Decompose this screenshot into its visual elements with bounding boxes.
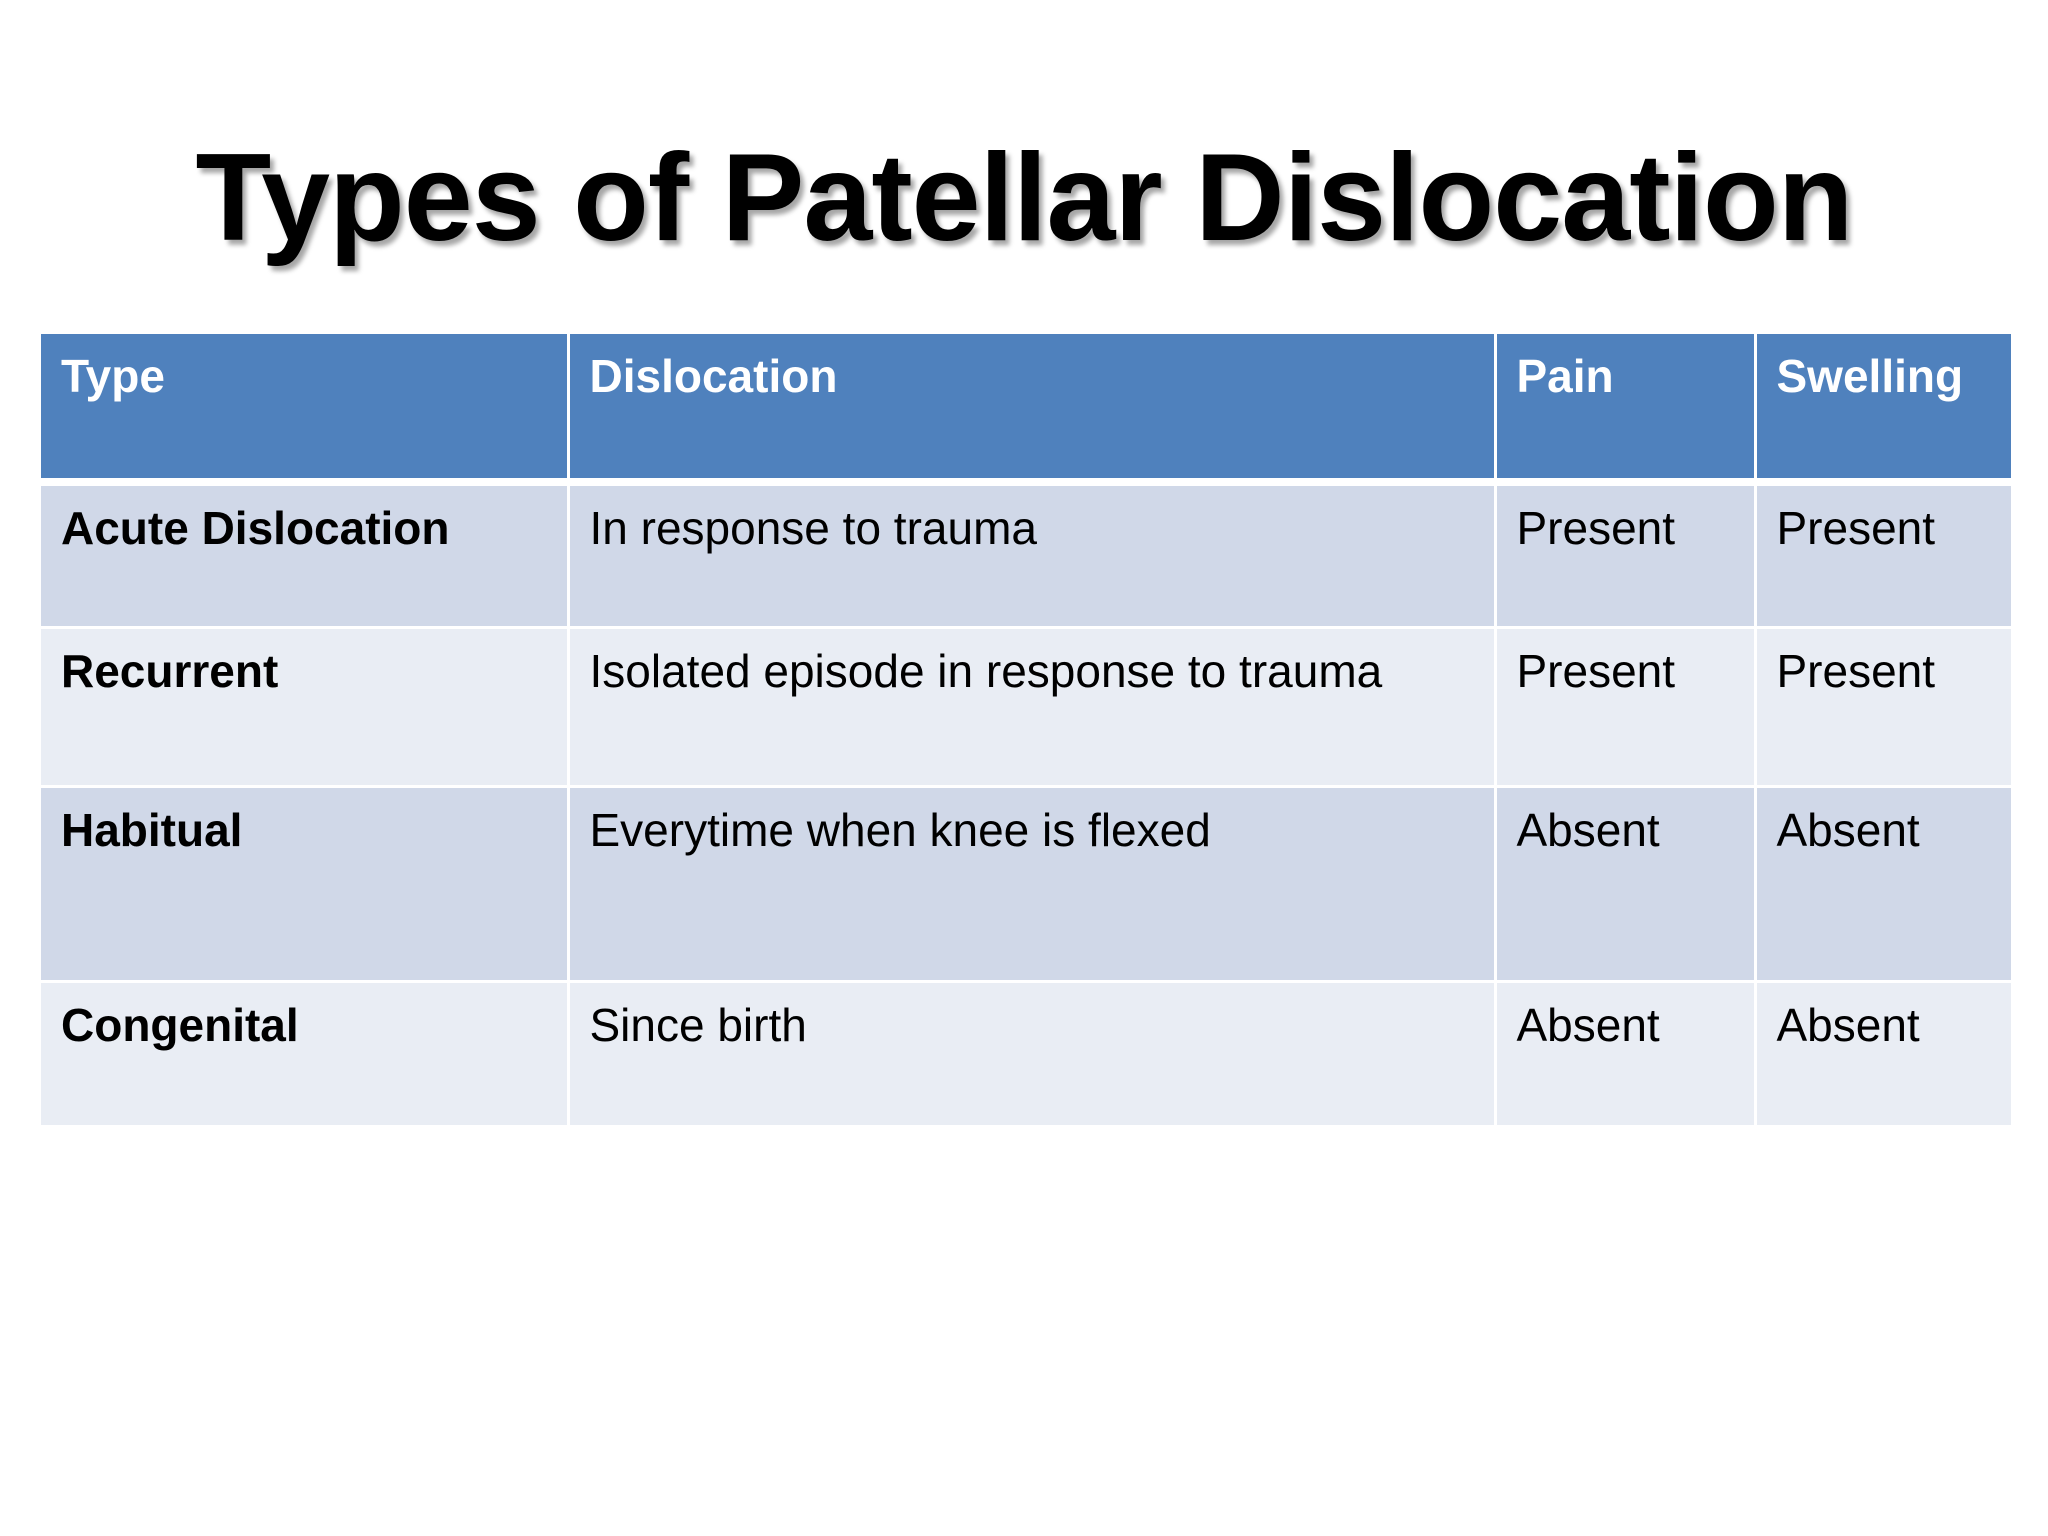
row-swelling-cell: Absent [1755,982,2011,1127]
row-type-cell: Acute Dislocation [41,482,568,628]
row-dislocation-cell: Since birth [568,982,1495,1127]
row-dislocation-cell: In response to trauma [568,482,1495,628]
row-dislocation-cell: Everytime when knee is flexed [568,787,1495,982]
header-type: Type [41,334,568,482]
table-row [41,787,2011,982]
row-pain-cell: Present [1495,628,1755,787]
table-row [41,982,2011,1127]
header-swelling: Swelling [1755,334,2011,482]
slide-title: Types of Patellar Dislocation [195,129,1853,267]
row-dislocation-cell: Isolated episode in response to trauma [568,628,1495,787]
header-dislocation: Dislocation [568,334,1495,482]
table-header-row [41,334,2011,482]
header-pain: Pain [1495,334,1755,482]
row-type-cell: Congenital [41,982,568,1127]
table-row [41,482,2011,628]
row-type-cell: Recurrent [41,628,568,787]
row-swelling-cell: Absent [1755,787,2011,982]
row-pain-cell: Absent [1495,982,1755,1127]
row-pain-cell: Absent [1495,787,1755,982]
row-swelling-cell: Present [1755,628,2011,787]
dislocation-table [41,334,2011,1128]
row-pain-cell: Present [1495,482,1755,628]
table-row [41,628,2011,787]
dislocation-table-container [41,334,2011,1128]
row-swelling-cell: Present [1755,482,2011,628]
row-type-cell: Habitual [41,787,568,982]
